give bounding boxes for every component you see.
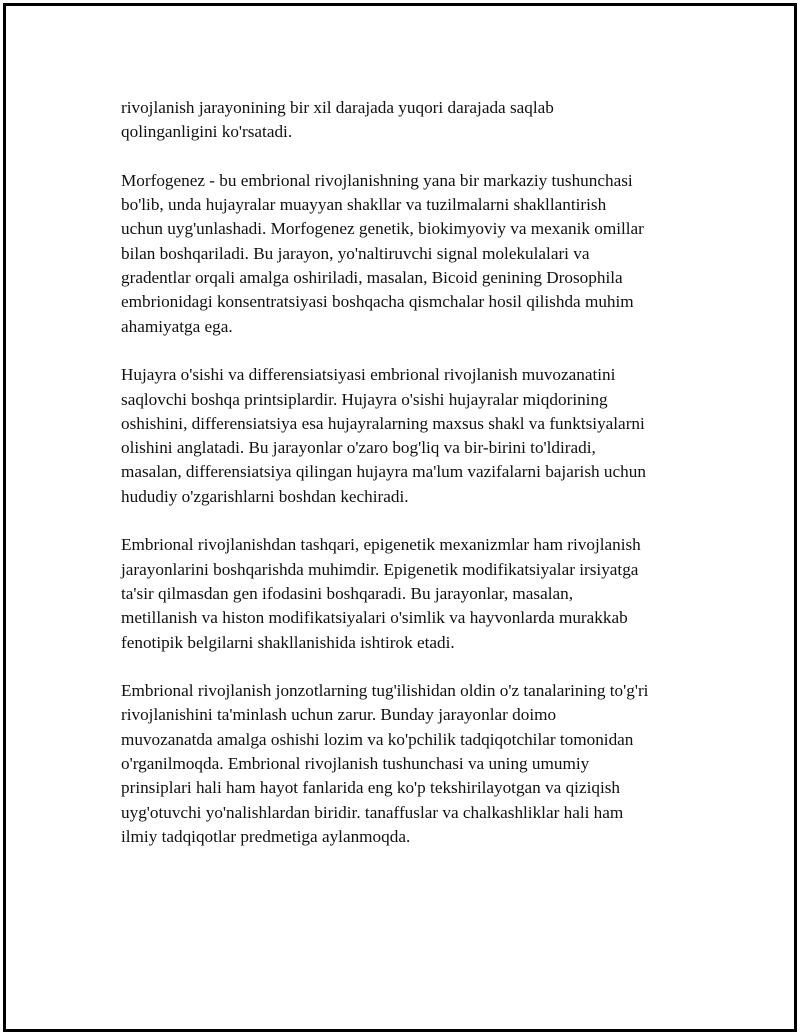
- text-line: fenotipik belgilarni shakllanishida ishtirok etadi.: [121, 632, 455, 652]
- text-line: prinsiplari hali ham hayot fanlarida eng ko'p tekshirilayotgan va qiziqish: [121, 778, 621, 798]
- text-line: Hujayra o'sishi va differensiatsiyasi embrional rivojlanish muvozanatini: [121, 365, 616, 385]
- paragraph-2: [121, 169, 701, 339]
- text-line: muvozanatda amalga oshishi lozim va ko'pchilik tadqiqotchilar tomonidan: [121, 729, 634, 749]
- page-border: [3, 3, 797, 1032]
- text-line: ta'sir qilmasdan gen ifodasini boshqaradi. Bu jarayonlar, masalan,: [121, 583, 574, 603]
- document-body: [121, 96, 701, 874]
- text-line: embrionidagi konsentratsiyasi boshqacha qismchalar hosil qilishda muhim: [121, 292, 634, 312]
- text-line: olishini anglatadi. Bu jarayonlar o'zaro bog'liq va bir-birini to'ldiradi,: [121, 438, 596, 458]
- text-line: Embrional rivojlanishdan tashqari, epigenetik mexanizmlar ham rivojlanish: [121, 535, 641, 555]
- text-line: metillanish va histon modifikatsiyalari o'simlik va hayvonlarda murakkab: [121, 608, 628, 628]
- paragraph-4: [121, 533, 701, 654]
- text-line: oshishini, differensiatsiya esa hujayralarning maxsus shakl va funktsiyalarni: [121, 413, 645, 433]
- text-line: rivojlanishini ta'minlash uchun zarur. Bunday jarayonlar doimo: [121, 705, 557, 725]
- text-line: uchun uyg'unlashadi. Morfogenez genetik, biokimyoviy va mexanik omillar: [121, 219, 644, 239]
- text-line: Embrional rivojlanish jonzotlarning tug'ilishidan oldin o'z tanalarining to'g'ri: [121, 681, 649, 701]
- text-line: masalan, differensiatsiya qilingan hujayra ma'lum vazifalarni bajarish uchun: [121, 462, 646, 482]
- text-line: bilan boshqariladi. Bu jarayon, yo'naltiruvchi signal molekulalari va: [121, 243, 590, 263]
- paragraph-5: [121, 679, 701, 849]
- text-line: qolinganligini ko'rsatadi.: [121, 122, 293, 142]
- text-line: o'rganilmoqda. Embrional rivojlanish tushunchasi va uning umumiy: [121, 754, 590, 774]
- text-line: saqlovchi boshqa printsiplardir. Hujayra o'sishi hujayralar miqdorining: [121, 389, 608, 409]
- text-line: ahamiyatga ega.: [121, 316, 233, 336]
- text-line: jarayonlarini boshqarishda muhimdir. Epigenetik modifikatsiyalar irsiyatga: [121, 559, 639, 579]
- text-line: ilmiy tadqiqotlar predmetiga aylanmoqda.: [121, 826, 411, 846]
- paragraph-3: [121, 363, 701, 509]
- text-line: bo'lib, unda hujayralar muayyan shakllar va tuzilmalarni shakllantirish: [121, 195, 607, 215]
- text-line: gradentlar orqali amalga oshiriladi, masalan, Bicoid genining Drosophila: [121, 268, 623, 288]
- text-line: uyg'otuvchi yo'nalishlardan biridir. tanaffuslar va chalkashliklar hali ham: [121, 802, 624, 822]
- text-line: hududiy o'zgarishlarni boshdan kechiradi.: [121, 486, 409, 506]
- text-line: rivojlanish jarayonining bir xil darajada yuqori darajada saqlab: [121, 98, 554, 117]
- text-line: Morfogenez - bu embrional rivojlanishning yana bir markaziy tushunchasi: [121, 170, 633, 190]
- paragraph-1: [121, 96, 701, 145]
